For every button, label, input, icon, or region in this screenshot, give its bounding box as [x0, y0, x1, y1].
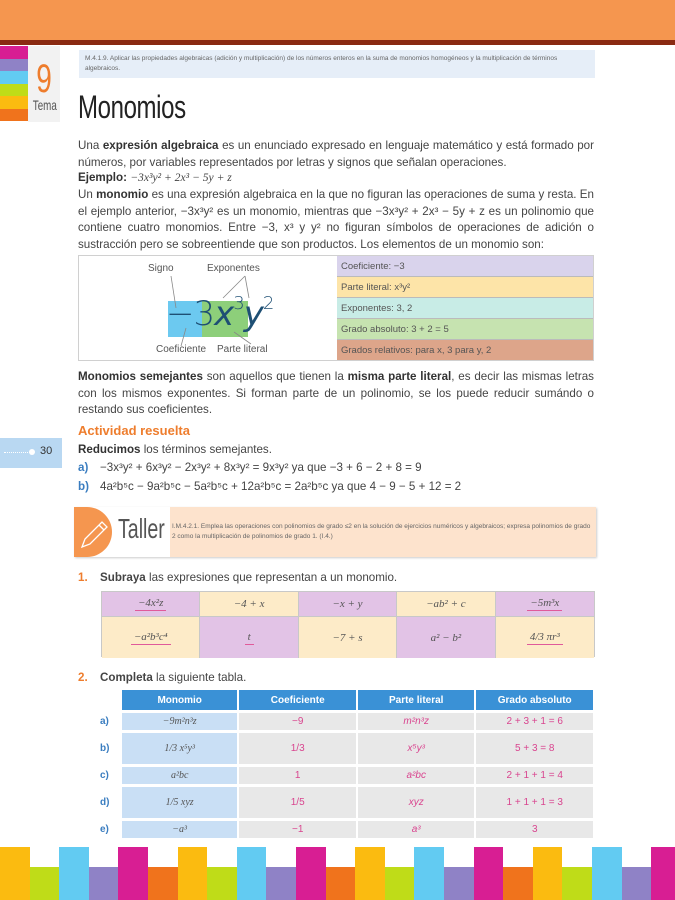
color-bar — [266, 867, 296, 900]
color-bar — [178, 847, 208, 900]
label-signo: Signo — [148, 263, 174, 274]
label-coeficiente: Coeficiente — [156, 344, 207, 355]
color-bar — [148, 867, 178, 900]
label-exponentes: Exponentes — [207, 263, 260, 274]
page-title: Monomios — [78, 89, 186, 125]
monomio-expression: $-3x^3y^2$ — [166, 293, 274, 334]
grid-cell[interactable]: −5m³x — [496, 592, 594, 617]
color-bar — [651, 847, 675, 900]
grid-cell[interactable]: −4x²z — [102, 592, 200, 617]
grid-cell[interactable]: −x + y — [299, 592, 397, 617]
complete-table — [100, 690, 595, 841]
destreza-box: M.4.1.9. Aplicar las propiedades algebraicas (adición y multiplicación) de los números enteros en la suma de monomios homogéneos y la multiplicación de términos algebraicos. — [79, 50, 595, 78]
taller-banner — [74, 507, 596, 557]
table-row: a) −9m²n³z −9 m²n³z 2 + 3 + 1 = 6 — [100, 713, 595, 730]
actividad-intro: Reducimos los términos semejantes. — [78, 443, 272, 456]
intro-paragraph: Una expresión algebraica es un enunciado expresado en lenguaje matemático y está formado por números, por variables representados por letras y signos que señalan operaciones. — [78, 139, 594, 169]
example-line: Ejemplo: −3x³y² + 2x³ − 5y + z — [78, 171, 232, 184]
grid-cell[interactable]: t — [200, 617, 298, 658]
grid-cell[interactable]: −a²b³c⁴ — [102, 617, 200, 658]
label-parte-literal: Parte literal — [217, 344, 268, 355]
elements-list — [337, 256, 593, 360]
question-1: 1. Subraya las expresiones que representan a un monomio. — [78, 571, 398, 584]
element-grado-absoluto: Grado absoluto: 3 + 2 = 5 — [337, 319, 593, 340]
monomio-paragraph: Un monomio es una expresión algebraica en la que no figuran las operaciones de suma y resta. En el ejemplo anterior, −3x³y² es un monomio, mientras que −3x³y² + 2x³ − 5y + z es un polinomio que contiene cuatro monomios. Entre −3, x³ y y² no figuran símbolos de operaciones de adición o sustracción pero se sobreentiende que son productos. Los elementos de un monomio son: — [78, 188, 594, 251]
tema-label: Tema — [32, 97, 57, 113]
grid-cell[interactable]: a² − b² — [397, 617, 495, 658]
taller-indicator: I.M.4.2.1. Emplea las operaciones con polinomios de grado ≤2 en la solución de ejercicios numéricos y algebraicos; expresa polinomios de grado 2 como la multiplicación de polinomios de grado 1. (I.4.) — [172, 523, 591, 540]
color-bar — [414, 847, 444, 900]
color-bar — [237, 847, 267, 900]
grid-cell[interactable]: −7 + s — [299, 617, 397, 658]
question-2: 2. Completa la siguiente tabla. — [78, 671, 247, 684]
tema-badge — [28, 46, 60, 122]
monomio-select-grid — [101, 591, 595, 657]
top-banner — [0, 0, 675, 40]
taller-label: Taller — [118, 513, 165, 544]
color-bar — [474, 847, 504, 900]
color-bar — [30, 867, 60, 900]
color-bar — [89, 867, 119, 900]
color-bar — [296, 847, 326, 900]
element-grados-relativos: Grados relativos: para x, 3 para y, 2 — [337, 340, 593, 360]
color-bar — [533, 847, 563, 900]
table-row: c) a²bc 1 a²bc 2 + 1 + 1 = 4 — [100, 767, 595, 784]
color-bar — [118, 847, 148, 900]
color-bar — [444, 867, 474, 900]
top-divider — [0, 40, 675, 45]
element-coeficiente: Coeficiente: −3 — [337, 256, 593, 277]
actividad-item-a: a) −3x³y² + 6x³y² − 2x³y² + 8x³y² = 9x³y² ya que −3 + 6 − 2 + 8 = 9 — [78, 461, 422, 474]
color-bar — [562, 867, 592, 900]
actividad-item-b: b) 4a²b⁵c − 9a²b⁵c − 5a²b⁵c + 12a²b⁵c = 2a²b⁵c ya que 4 − 9 − 5 + 12 = 2 — [78, 480, 462, 493]
color-bar — [59, 847, 89, 900]
element-parte-literal: Parte literal: x³y² — [337, 277, 593, 298]
page-number-tab — [0, 438, 62, 468]
table-row: d) 1/5 xyz 1/5 xyz 1 + 1 + 1 = 3 — [100, 787, 595, 818]
page-number: 30 — [40, 445, 53, 457]
table-row: e) −a³ −1 a³ 3 — [100, 821, 595, 838]
semejantes-paragraph: Monomios semejantes son aquellos que tienen la misma parte literal, es decir las mismas letras con los mismos exponentes. Si forman parte de un polinomio, se los puede reducir sumándo o restando sus coeficientes. — [78, 370, 594, 416]
actividad-title: Actividad resuelta — [78, 423, 190, 438]
table-row: b) 1/3 x⁵y³ 1/3 x⁵y³ 5 + 3 = 8 — [100, 733, 595, 764]
color-strip — [0, 46, 28, 121]
pencil-icon — [74, 507, 112, 557]
color-bar — [503, 867, 533, 900]
color-bar — [622, 867, 652, 900]
grid-cell[interactable]: 4/3 πr³ — [496, 617, 594, 658]
color-bar — [385, 867, 415, 900]
color-bar — [326, 867, 356, 900]
color-bar — [207, 867, 237, 900]
grid-cell[interactable]: −4 + x — [200, 592, 298, 617]
color-bar — [592, 847, 622, 900]
color-bar — [0, 847, 30, 900]
tema-number: 9 — [36, 57, 52, 101]
grid-cell[interactable]: −ab² + c — [397, 592, 495, 617]
element-exponentes: Exponentes: 3, 2 — [337, 298, 593, 319]
bottom-color-bars — [0, 847, 675, 900]
color-bar — [355, 847, 385, 900]
table-header: Monomio Coeficiente Parte literal Grado absoluto — [100, 690, 595, 710]
monomio-diagram — [78, 255, 594, 361]
